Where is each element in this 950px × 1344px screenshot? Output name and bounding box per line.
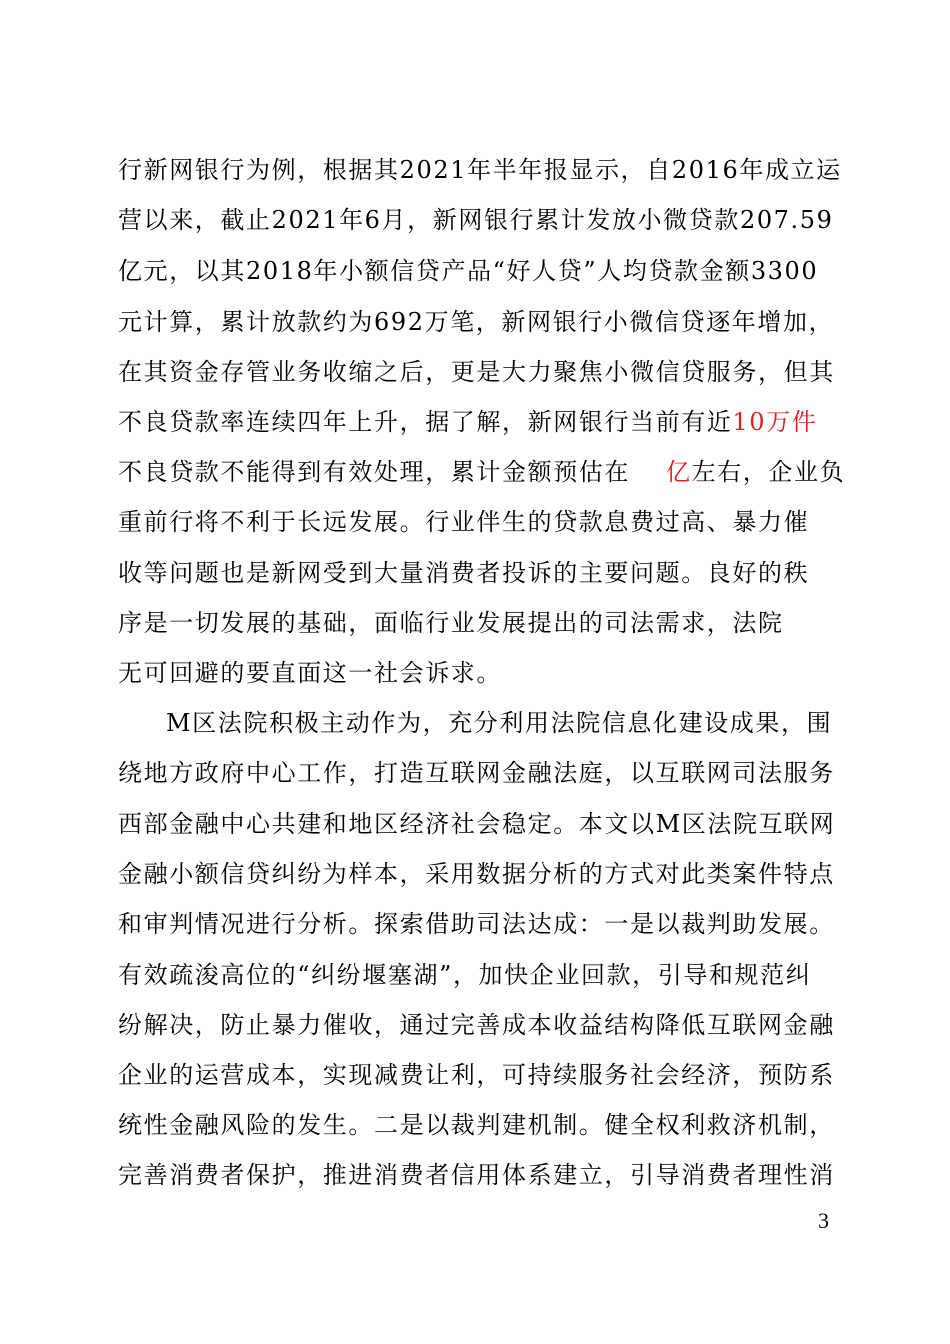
- paragraph-line: 重前行将不利于长远发展。行业伴生的贷款息费过高、暴力催: [118, 508, 810, 536]
- paragraph-line: 营以来，截止2021年6月，新网银行累计发放小微贷款207.59: [118, 206, 834, 234]
- paragraph-line: 无可回避的要直面这一社会诉求。: [118, 659, 502, 687]
- paragraph-line: 亿元，以其2018年小额信贷产品“好人贷”人均贷款金额3300: [118, 257, 819, 285]
- paragraph-line: 西部金融中心共建和地区经济社会稳定。本文以M区法院互联网: [118, 810, 836, 838]
- paragraph-line: 序是一切发展的基础，面临行业发展提出的司法需求，法院: [118, 609, 784, 637]
- paragraph-line: 统性金融风险的发生。二是以裁判建机制。健全权利救济机制，: [118, 1111, 835, 1139]
- paragraph-line: 收等问题也是新网受到大量消费者投诉的主要问题。良好的秩: [118, 559, 810, 587]
- paragraph-line: [118, 452, 846, 492]
- highlighted-text: 10万件: [732, 408, 818, 436]
- highlighted-text: 亿: [666, 458, 692, 486]
- line-text: 不良贷款率连续四年上升，据了解，新网银行当前有近: [118, 408, 733, 436]
- paragraph-line: 有效疏浚高位的“纠纷堰塞湖”，加快企业回款，引导和规范纠: [118, 961, 812, 989]
- paragraph-line: [118, 402, 836, 442]
- paragraph-line: 绕地方政府中心工作，打造互联网金融法庭，以互联网司法服务: [118, 759, 835, 787]
- paragraph-line: 元计算，累计放款约为692万笔，新网银行小微信贷逐年增加，: [118, 308, 835, 336]
- paragraph-line: 企业的运营成本，实现减费让利，可持续服务社会经济，预防系: [118, 1061, 835, 1089]
- paragraph-line: 和审判情况进行分析。探索借助司法达成：一是以裁判助发展。: [118, 910, 835, 938]
- paragraph-first-line: M区法院积极主动作为，充分利用法院信息化建设成果，围: [166, 709, 833, 737]
- paragraph-line: 纷解决，防止暴力催收，通过完善成本收益结构降低互联网金融: [118, 1011, 835, 1039]
- paragraph-line: 行新网银行为例，根据其2021年半年报显示，自2016年成立运: [118, 156, 842, 184]
- paragraph-line: 在其资金存管业务收缩之后，更是大力聚焦小微信贷服务，但其: [118, 358, 835, 386]
- line-text: 左右，企业负: [691, 458, 846, 486]
- paragraph-line: 完善消费者保护，推进消费者信用体系建立，引导消费者理性消: [118, 1161, 835, 1189]
- page-number: 3: [818, 1208, 829, 1233]
- paragraph-line: 金融小额信贷纠纷为样本，采用数据分析的方式对此类案件特点: [118, 860, 835, 888]
- line-text: 不良贷款不能得到有效处理，累计金额预估在: [118, 458, 630, 486]
